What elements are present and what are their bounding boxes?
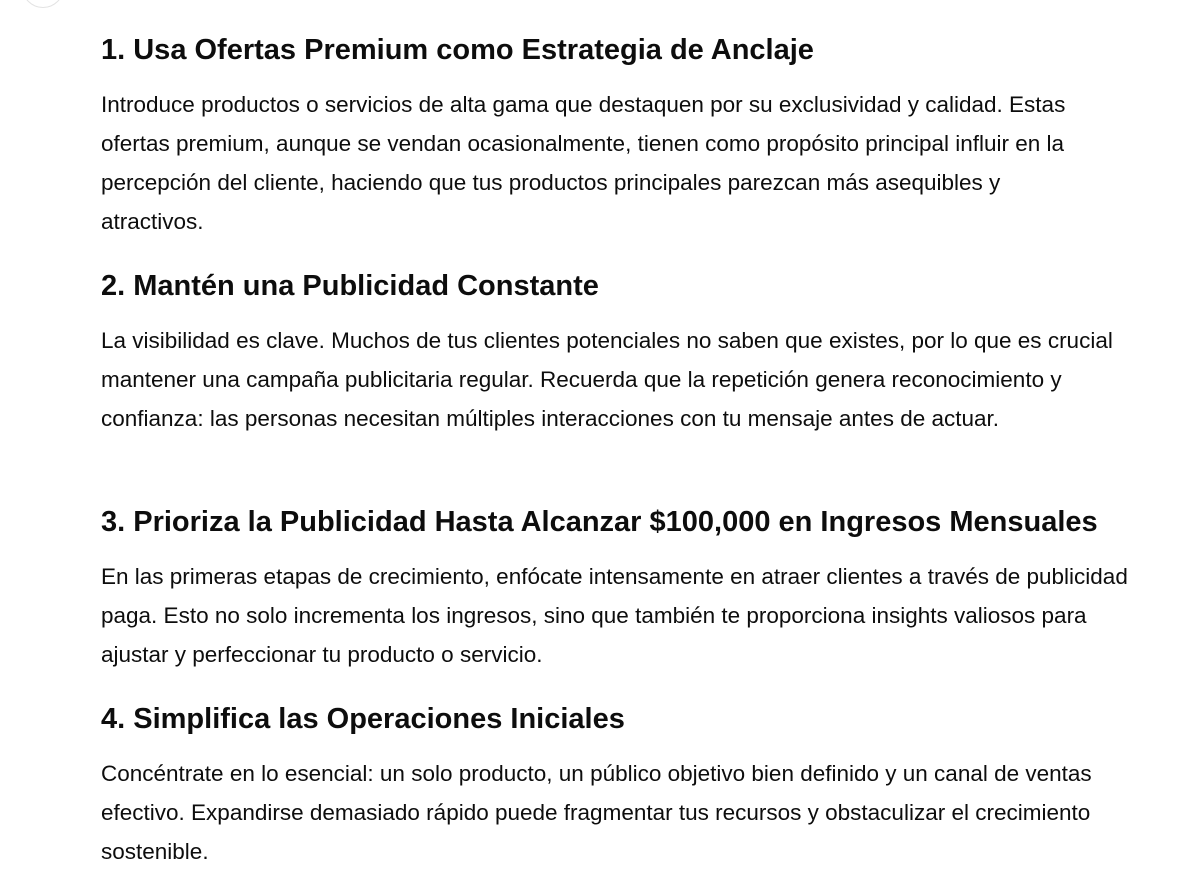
section-heading-2: 2. Mantén una Publicidad Constante [101, 270, 599, 302]
section-heading-1: 1. Usa Ofertas Premium como Estrategia de Anclaje [101, 34, 814, 66]
scroll-button[interactable] [22, 0, 64, 8]
section-body-1: Introduce productos o servicios de alta gama que destaquen por su exclusividad y calidad. Estas ofertas premium, aunque se vendan ocasionalmente, tienen como propósito principal influir en la percepción del cliente, haciendo que tus productos principales parezcan más asequibles y atractivos. [101, 92, 1066, 234]
section-body-4: Concéntrate en lo esencial: un solo producto, un público objetivo bien definido y un canal de ventas efectivo. Expandirse demasiado rápido puede fragmentar tus recursos y obstaculizar el crecimiento sostenible. [101, 761, 1092, 864]
section-body-3: En las primeras etapas de crecimiento, enfócate intensamente en atraer clientes a través de publicidad paga. Esto no solo incrementa los ingresos, sino que también te proporciona insights valiosos para ajustar y perfeccionar tu producto o servicio. [101, 564, 1128, 667]
section-heading-3: 3. Prioriza la Publicidad Hasta Alcanzar $100,000 en Ingresos Mensuales [101, 506, 1098, 538]
section-body-2: La visibilidad es clave. Muchos de tus clientes potenciales no saben que existes, por lo que es crucial mantener una campaña publicitaria regular. Recuerda que la repetición genera reconocimiento y confianza: las personas necesitan múltiples interacciones con tu mensaje antes de actuar. [101, 328, 1113, 431]
section-heading-4: 4. Simplifica las Operaciones Iniciales [101, 703, 625, 735]
